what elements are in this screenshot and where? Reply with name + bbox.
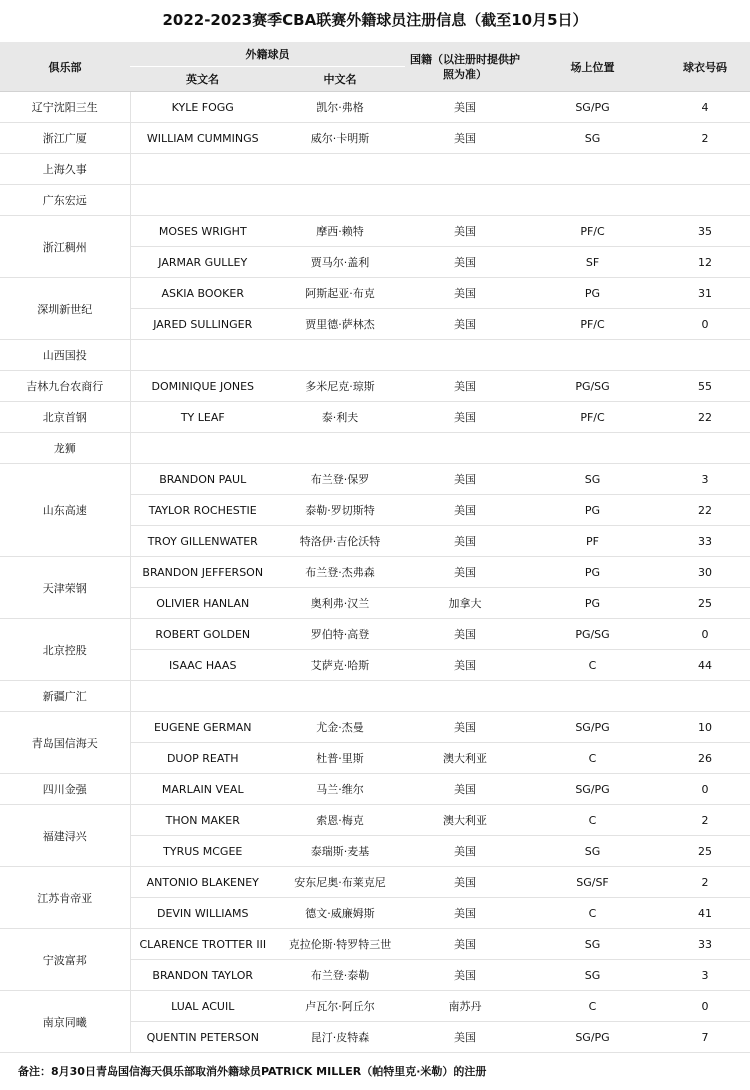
player-english-name: QUENTIN PETERSON bbox=[130, 1022, 275, 1053]
player-english-name: OLIVIER HANLAN bbox=[130, 588, 275, 619]
player-nationality: 南苏丹 bbox=[405, 991, 525, 1022]
player-nationality bbox=[405, 154, 525, 185]
club-name: 福建浔兴 bbox=[0, 805, 130, 867]
club-name: 辽宁沈阳三生 bbox=[0, 92, 130, 123]
player-position: SG bbox=[525, 929, 660, 960]
player-jersey-number: 2 bbox=[660, 867, 750, 898]
player-nationality: 美国 bbox=[405, 836, 525, 867]
player-nationality: 美国 bbox=[405, 526, 525, 557]
player-english-name bbox=[130, 340, 275, 371]
page-title: 2022-2023赛季CBA联赛外籍球员注册信息（截至10月5日） bbox=[162, 11, 588, 29]
table-row bbox=[0, 278, 750, 309]
table-row bbox=[0, 433, 750, 464]
player-jersey-number bbox=[660, 433, 750, 464]
player-position: PG bbox=[525, 557, 660, 588]
player-english-name: ASKIA BOOKER bbox=[130, 278, 275, 309]
player-nationality: 美国 bbox=[405, 464, 525, 495]
player-position bbox=[525, 433, 660, 464]
player-position bbox=[525, 340, 660, 371]
player-jersey-number: 33 bbox=[660, 929, 750, 960]
player-position: C bbox=[525, 991, 660, 1022]
player-english-name: TROY GILLENWATER bbox=[130, 526, 275, 557]
player-position bbox=[525, 185, 660, 216]
player-position: PF bbox=[525, 526, 660, 557]
club-name: 天津荣钢 bbox=[0, 557, 130, 619]
player-chinese-name: 布兰登·杰弗森 bbox=[275, 557, 405, 588]
player-chinese-name: 奥利弗·汉兰 bbox=[275, 588, 405, 619]
club-name: 南京同曦 bbox=[0, 991, 130, 1053]
player-chinese-name bbox=[275, 185, 405, 216]
player-jersey-number bbox=[660, 340, 750, 371]
player-nationality bbox=[405, 681, 525, 712]
player-nationality: 美国 bbox=[405, 557, 525, 588]
club-name: 深圳新世纪 bbox=[0, 278, 130, 340]
player-chinese-name: 特洛伊·吉伦沃特 bbox=[275, 526, 405, 557]
player-position: SG bbox=[525, 123, 660, 154]
header-jersey: 球衣号码 bbox=[660, 42, 750, 92]
player-chinese-name: 杜普·里斯 bbox=[275, 743, 405, 774]
player-english-name: ISAAC HAAS bbox=[130, 650, 275, 681]
player-jersey-number: 25 bbox=[660, 588, 750, 619]
table-row bbox=[0, 681, 750, 712]
player-chinese-name bbox=[275, 154, 405, 185]
table-row bbox=[0, 991, 750, 1022]
player-jersey-number bbox=[660, 185, 750, 216]
player-nationality: 美国 bbox=[405, 371, 525, 402]
player-position: C bbox=[525, 898, 660, 929]
player-nationality: 澳大利亚 bbox=[405, 805, 525, 836]
player-jersey-number: 35 bbox=[660, 216, 750, 247]
player-chinese-name: 尤金·杰曼 bbox=[275, 712, 405, 743]
club-name: 山东高速 bbox=[0, 464, 130, 557]
player-nationality: 美国 bbox=[405, 898, 525, 929]
table-row bbox=[0, 154, 750, 185]
player-jersey-number: 10 bbox=[660, 712, 750, 743]
player-chinese-name bbox=[275, 433, 405, 464]
club-name: 吉林九台农商行 bbox=[0, 371, 130, 402]
player-chinese-name: 阿斯起亚·布克 bbox=[275, 278, 405, 309]
player-english-name: TAYLOR ROCHESTIE bbox=[130, 495, 275, 526]
table-row bbox=[0, 402, 750, 433]
table-row bbox=[0, 805, 750, 836]
club-name: 宁波富邦 bbox=[0, 929, 130, 991]
player-jersey-number: 22 bbox=[660, 495, 750, 526]
player-jersey-number: 2 bbox=[660, 805, 750, 836]
player-chinese-name: 贾马尔·盖利 bbox=[275, 247, 405, 278]
club-name: 北京首钢 bbox=[0, 402, 130, 433]
player-english-name: BRANDON PAUL bbox=[130, 464, 275, 495]
player-chinese-name: 安东尼奥·布莱克尼 bbox=[275, 867, 405, 898]
player-chinese-name: 马兰·维尔 bbox=[275, 774, 405, 805]
player-nationality: 美国 bbox=[405, 960, 525, 991]
player-nationality bbox=[405, 340, 525, 371]
player-english-name bbox=[130, 433, 275, 464]
player-position bbox=[525, 154, 660, 185]
registration-table bbox=[0, 42, 750, 1053]
header-row-top bbox=[0, 42, 750, 67]
player-english-name: CLARENCE TROTTER III bbox=[130, 929, 275, 960]
player-nationality: 美国 bbox=[405, 309, 525, 340]
club-name: 新疆广汇 bbox=[0, 681, 130, 712]
player-english-name: TY LEAF bbox=[130, 402, 275, 433]
player-position: PG/SG bbox=[525, 371, 660, 402]
player-chinese-name bbox=[275, 340, 405, 371]
table-row bbox=[0, 774, 750, 805]
player-english-name: JARED SULLINGER bbox=[130, 309, 275, 340]
player-chinese-name bbox=[275, 681, 405, 712]
player-chinese-name: 克拉伦斯·特罗特三世 bbox=[275, 929, 405, 960]
player-english-name: MARLAIN VEAL bbox=[130, 774, 275, 805]
table-row bbox=[0, 929, 750, 960]
player-jersey-number: 31 bbox=[660, 278, 750, 309]
club-name: 山西国投 bbox=[0, 340, 130, 371]
player-english-name bbox=[130, 681, 275, 712]
player-jersey-number: 7 bbox=[660, 1022, 750, 1053]
player-english-name: DUOP REATH bbox=[130, 743, 275, 774]
player-english-name bbox=[130, 154, 275, 185]
player-jersey-number: 0 bbox=[660, 309, 750, 340]
club-name: 青岛国信海天 bbox=[0, 712, 130, 774]
header-club: 俱乐部 bbox=[0, 42, 130, 92]
player-position: C bbox=[525, 650, 660, 681]
player-english-name: ANTONIO BLAKENEY bbox=[130, 867, 275, 898]
player-position: PG bbox=[525, 278, 660, 309]
club-name: 北京控股 bbox=[0, 619, 130, 681]
club-name: 江苏肯帝亚 bbox=[0, 867, 130, 929]
player-position bbox=[525, 681, 660, 712]
player-english-name: WILLIAM CUMMINGS bbox=[130, 123, 275, 154]
player-nationality bbox=[405, 433, 525, 464]
player-position: SF bbox=[525, 247, 660, 278]
table-row bbox=[0, 867, 750, 898]
club-name: 浙江广厦 bbox=[0, 123, 130, 154]
player-jersey-number: 55 bbox=[660, 371, 750, 402]
player-english-name: THON MAKER bbox=[130, 805, 275, 836]
player-jersey-number: 12 bbox=[660, 247, 750, 278]
player-position: SG/PG bbox=[525, 774, 660, 805]
player-english-name: BRANDON TAYLOR bbox=[130, 960, 275, 991]
player-chinese-name: 艾萨克·哈斯 bbox=[275, 650, 405, 681]
player-position: SG bbox=[525, 960, 660, 991]
player-nationality: 美国 bbox=[405, 92, 525, 123]
player-chinese-name: 泰·利夫 bbox=[275, 402, 405, 433]
player-position: SG/PG bbox=[525, 712, 660, 743]
player-nationality: 美国 bbox=[405, 402, 525, 433]
table-row bbox=[0, 464, 750, 495]
player-english-name: LUAL ACUIL bbox=[130, 991, 275, 1022]
table-row bbox=[0, 216, 750, 247]
header-chinese-name: 中文名 bbox=[275, 67, 405, 92]
club-name: 广东宏远 bbox=[0, 185, 130, 216]
player-nationality: 美国 bbox=[405, 1022, 525, 1053]
player-jersey-number: 41 bbox=[660, 898, 750, 929]
player-position: C bbox=[525, 743, 660, 774]
player-chinese-name: 泰瑞斯·麦基 bbox=[275, 836, 405, 867]
player-chinese-name: 摩西·赖特 bbox=[275, 216, 405, 247]
player-nationality: 加拿大 bbox=[405, 588, 525, 619]
player-jersey-number: 44 bbox=[660, 650, 750, 681]
player-nationality bbox=[405, 185, 525, 216]
header-english-name: 英文名 bbox=[130, 67, 275, 92]
player-position: SG/SF bbox=[525, 867, 660, 898]
table-row bbox=[0, 340, 750, 371]
player-jersey-number: 33 bbox=[660, 526, 750, 557]
table-row bbox=[0, 557, 750, 588]
player-nationality: 美国 bbox=[405, 774, 525, 805]
club-name: 四川金强 bbox=[0, 774, 130, 805]
player-english-name: EUGENE GERMAN bbox=[130, 712, 275, 743]
player-english-name: DEVIN WILLIAMS bbox=[130, 898, 275, 929]
player-nationality: 美国 bbox=[405, 123, 525, 154]
header-nationality bbox=[405, 42, 525, 92]
footnote: 备注：8月30日青岛国信海天俱乐部取消外籍球员PATRICK MILLER（帕特里克·米勒）的注册 bbox=[18, 1065, 487, 1078]
player-jersey-number: 4 bbox=[660, 92, 750, 123]
club-name: 浙江稠州 bbox=[0, 216, 130, 278]
table-row bbox=[0, 712, 750, 743]
player-english-name: ROBERT GOLDEN bbox=[130, 619, 275, 650]
player-chinese-name: 卢瓦尔·阿丘尔 bbox=[275, 991, 405, 1022]
player-english-name: KYLE FOGG bbox=[130, 92, 275, 123]
player-english-name: BRANDON JEFFERSON bbox=[130, 557, 275, 588]
club-name: 龙狮 bbox=[0, 433, 130, 464]
player-chinese-name: 罗伯特·高登 bbox=[275, 619, 405, 650]
table-row bbox=[0, 123, 750, 154]
header-nationality-line1: 国籍（以注册时提供护 bbox=[410, 52, 520, 66]
player-position: SG bbox=[525, 464, 660, 495]
player-position: PG bbox=[525, 588, 660, 619]
table-row bbox=[0, 185, 750, 216]
player-nationality: 美国 bbox=[405, 495, 525, 526]
player-position: PG/SG bbox=[525, 619, 660, 650]
table-row bbox=[0, 371, 750, 402]
player-chinese-name: 威尔·卡明斯 bbox=[275, 123, 405, 154]
player-chinese-name: 昆汀·皮特森 bbox=[275, 1022, 405, 1053]
player-jersey-number: 22 bbox=[660, 402, 750, 433]
player-nationality: 美国 bbox=[405, 867, 525, 898]
header-foreign-players: 外籍球员 bbox=[130, 42, 405, 67]
player-jersey-number: 25 bbox=[660, 836, 750, 867]
player-jersey-number: 3 bbox=[660, 960, 750, 991]
player-chinese-name: 布兰登·保罗 bbox=[275, 464, 405, 495]
player-position: SG/PG bbox=[525, 1022, 660, 1053]
player-position: PF/C bbox=[525, 216, 660, 247]
player-position: SG/PG bbox=[525, 92, 660, 123]
player-nationality: 美国 bbox=[405, 278, 525, 309]
player-jersey-number bbox=[660, 681, 750, 712]
player-jersey-number: 0 bbox=[660, 619, 750, 650]
player-chinese-name: 布兰登·泰勒 bbox=[275, 960, 405, 991]
player-position: SG bbox=[525, 836, 660, 867]
table-body bbox=[0, 92, 750, 1053]
player-nationality: 美国 bbox=[405, 619, 525, 650]
table-row bbox=[0, 619, 750, 650]
player-chinese-name: 泰勒·罗切斯特 bbox=[275, 495, 405, 526]
header-position: 场上位置 bbox=[525, 42, 660, 92]
player-nationality: 美国 bbox=[405, 712, 525, 743]
player-nationality: 美国 bbox=[405, 247, 525, 278]
table-row bbox=[0, 92, 750, 123]
player-chinese-name: 索恩·梅克 bbox=[275, 805, 405, 836]
header-nationality-line2: 照为准） bbox=[443, 67, 487, 81]
player-nationality: 美国 bbox=[405, 216, 525, 247]
player-jersey-number: 30 bbox=[660, 557, 750, 588]
player-english-name: JARMAR GULLEY bbox=[130, 247, 275, 278]
player-jersey-number: 0 bbox=[660, 991, 750, 1022]
player-english-name: TYRUS MCGEE bbox=[130, 836, 275, 867]
player-jersey-number: 26 bbox=[660, 743, 750, 774]
player-jersey-number bbox=[660, 154, 750, 185]
player-position: PF/C bbox=[525, 309, 660, 340]
player-chinese-name: 多米尼克·琼斯 bbox=[275, 371, 405, 402]
player-english-name: DOMINIQUE JONES bbox=[130, 371, 275, 402]
player-english-name bbox=[130, 185, 275, 216]
player-chinese-name: 贾里德·萨林杰 bbox=[275, 309, 405, 340]
player-nationality: 美国 bbox=[405, 650, 525, 681]
club-name: 上海久事 bbox=[0, 154, 130, 185]
player-chinese-name: 德文·威廉姆斯 bbox=[275, 898, 405, 929]
player-position: C bbox=[525, 805, 660, 836]
player-nationality: 美国 bbox=[405, 929, 525, 960]
player-jersey-number: 3 bbox=[660, 464, 750, 495]
player-jersey-number: 2 bbox=[660, 123, 750, 154]
player-jersey-number: 0 bbox=[660, 774, 750, 805]
player-chinese-name: 凯尔·弗格 bbox=[275, 92, 405, 123]
player-nationality: 澳大利亚 bbox=[405, 743, 525, 774]
player-position: PF/C bbox=[525, 402, 660, 433]
player-english-name: MOSES WRIGHT bbox=[130, 216, 275, 247]
player-position: PG bbox=[525, 495, 660, 526]
